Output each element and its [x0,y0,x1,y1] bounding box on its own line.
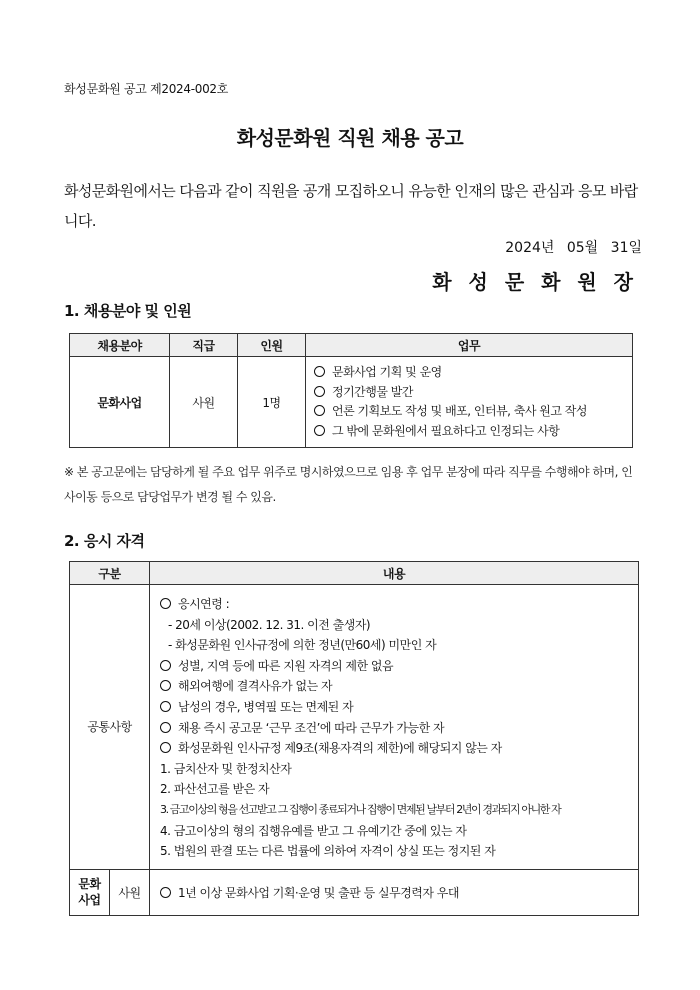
list-item: - 20세 이상(2002. 12. 31. 이전 출생자) [168,617,371,632]
section1-title: 1. 채용분야 및 인원 [64,302,192,320]
header-content: 내용 [150,562,639,585]
circle-bullet-icon [160,701,171,712]
circle-bullet-icon [160,887,171,898]
notice-number: 화성문화원 공고 제2024-002호 [64,82,229,96]
circle-bullet-icon [160,722,171,733]
header-field: 채용분야 [70,334,170,357]
header-count: 인원 [238,334,306,357]
circle-bullet-icon [160,680,171,691]
culture-rank: 사원 [110,869,150,915]
circle-bullet-icon [160,742,171,753]
culture-label: 문화사업 [70,869,110,915]
section2-title: 2. 응시 자격 [64,532,145,550]
issuer-name: 화 성 문 화 원 장 [432,270,638,294]
header-duties: 업무 [306,334,633,357]
culture-content: 1년 이상 문화사업 기획·운영 및 출판 등 실무경력자 우대 [150,869,639,915]
list-item: - 화성문화원 인사규정에 의한 정년(만60세) 미만인 자 [168,638,437,653]
circle-bullet-icon [314,405,325,416]
list-item: 문화사업 기획 및 운영 [314,363,632,383]
list-item: 4. 금고이상의 형의 집행유예를 받고 그 유예기간 중에 있는 자 [160,823,467,838]
list-item: 1. 금치산자 및 한정치산자 [160,761,292,776]
circle-bullet-icon [314,386,325,397]
circle-bullet-icon [160,660,171,671]
circle-bullet-icon [314,366,325,377]
list-item: 응시연령 : [160,594,638,615]
rank-cell: 사원 [170,357,238,448]
table-row [70,869,639,915]
circle-bullet-icon [314,425,325,436]
list-item: 남성의 경우, 병역필 또는 면제된 자 [160,697,638,718]
circle-bullet-icon [160,598,171,609]
list-item: 채용 즉시 공고문 ‘근무 조건’에 따라 근무가 가능한 자 [160,718,638,739]
common-label: 공통사항 [70,585,150,870]
table-row [70,585,639,870]
list-item: 성별, 지역 등에 따른 지원 자격의 제한 없음 [160,656,638,677]
list-item: 정기간행물 발간 [314,383,632,403]
duty-note: ※ 본 공고문에는 담당하게 될 주요 업무 위주로 명시하였으므로 임용 후 업무 분장에 따라 직무를 수행해야 하며, 인사이동 등으로 담당업무가 변경 될 수 있음. [64,465,633,504]
intro-text: 화성문화원에서는 다음과 같이 직원을 공개 모집하오니 유능한 인재의 많은 관심과 응모 바랍니다. [64,182,638,230]
list-item: 3. 금고이상의 형을 선고받고 그 집행이 종료되거나 집행이 면제된 날부터 2년이 경과되지 아니한 자 [160,802,561,816]
header-rank: 직급 [170,334,238,357]
list-item: 화성문화원 인사규정 제9조(채용자격의 제한)에 해당되지 않는 자 [160,738,638,759]
recruitment-table [69,333,633,448]
list-item: 2. 파산선고를 받은 자 [160,782,270,797]
document-title: 화성문화원 직원 채용 공고 [236,126,464,150]
list-item: 해외여행에 결격사유가 없는 자 [160,676,638,697]
common-content [150,585,639,870]
count-cell: 1명 [238,357,306,448]
list-item: 5. 법원의 판결 또는 다른 법률에 의하여 자격이 상실 또는 정지된 자 [160,844,496,859]
recruitment-table-header [70,334,633,357]
qualification-table-header [70,562,639,585]
list-item: 그 밖에 문화원에서 필요하다고 인정되는 사항 [314,422,632,442]
notice-date: 2024년 05월 31일 [505,240,642,256]
field-cell: 문화사업 [70,357,170,448]
table-row [70,357,633,448]
duties-cell [306,357,633,448]
header-category: 구분 [70,562,150,585]
list-item: 언론 기획보도 작성 및 배포, 인터뷰, 축사 원고 작성 [314,402,632,422]
qualification-table [69,561,639,916]
